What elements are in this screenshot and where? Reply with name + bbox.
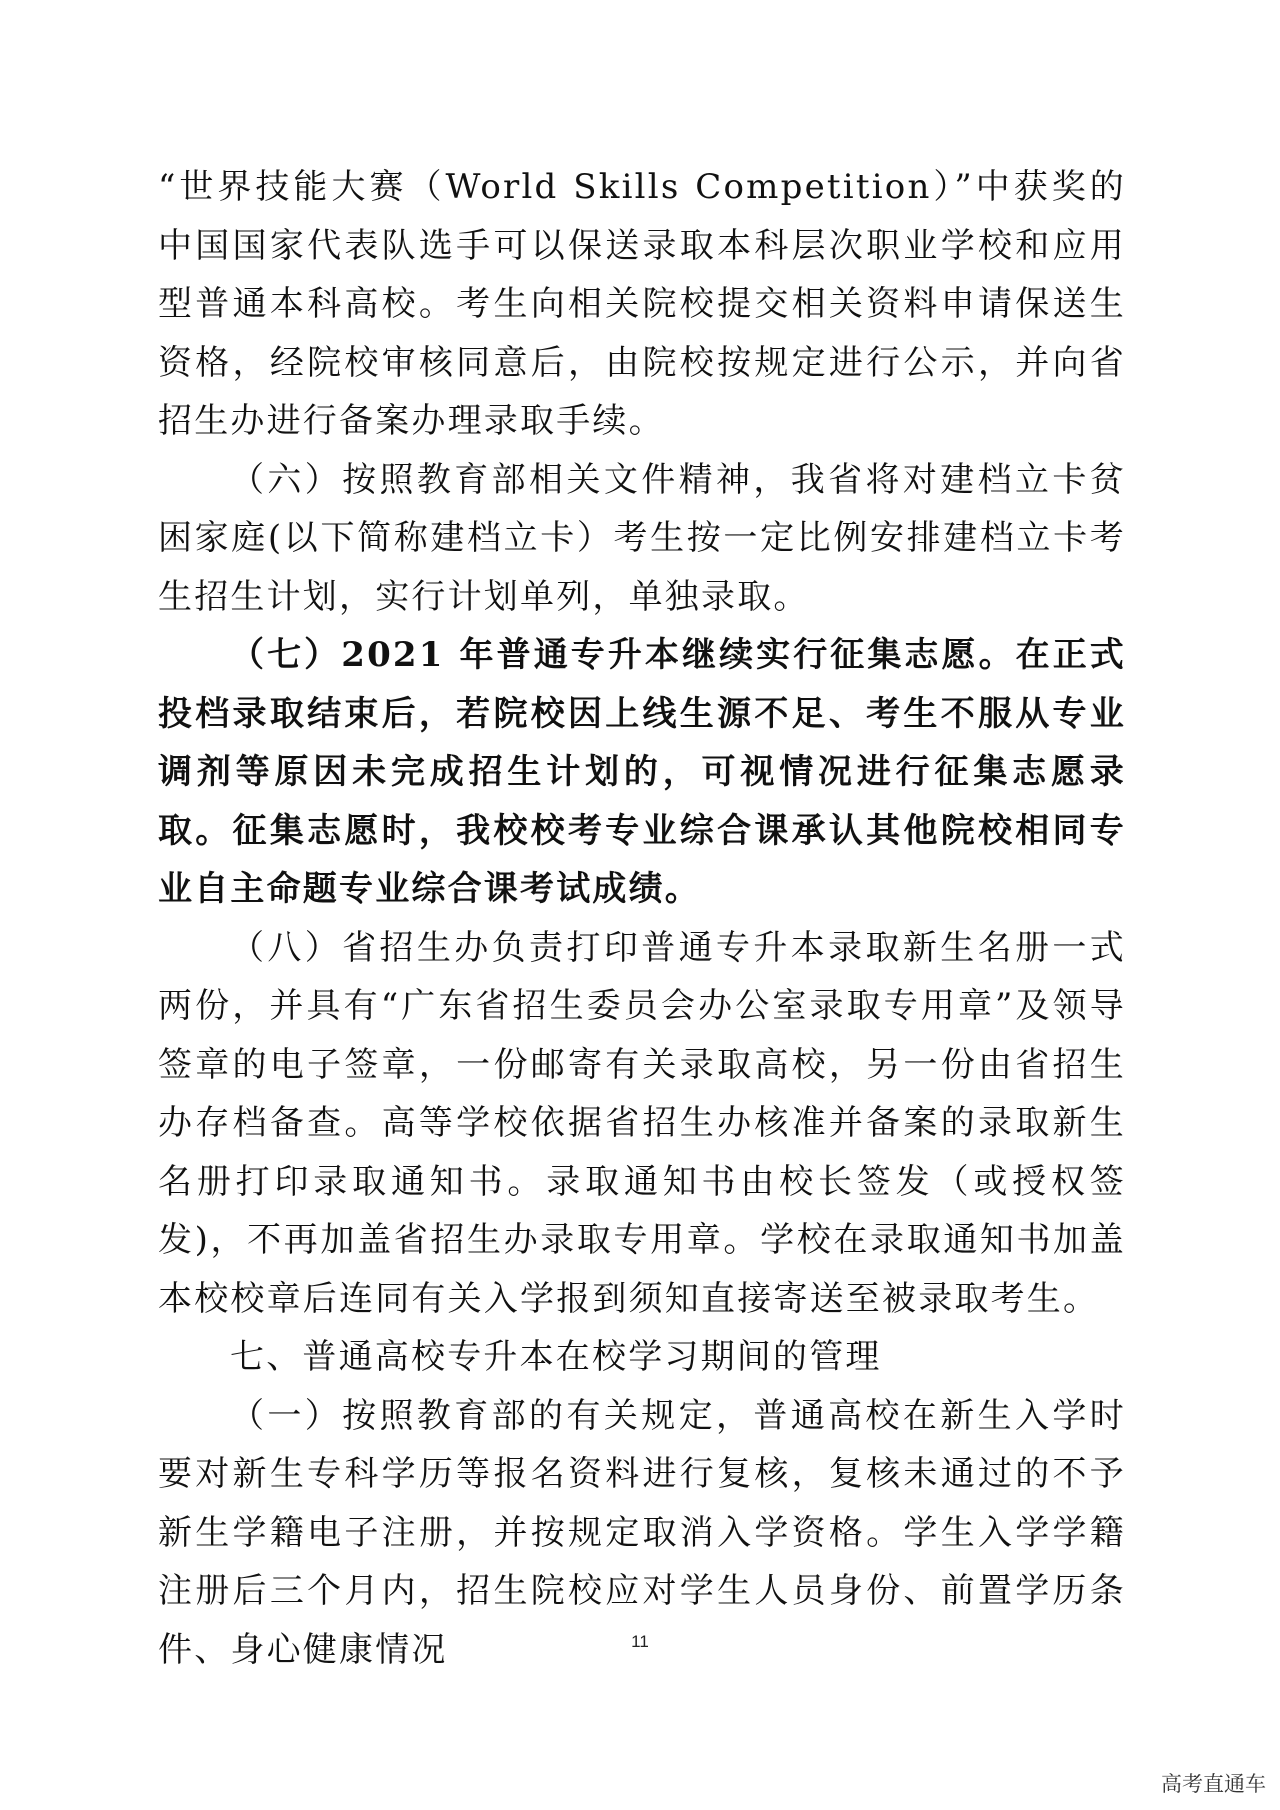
page-number: 11 (631, 1632, 649, 1651)
paragraph-world-skills: “世界技能大赛（World Skills Competition）”中获奖的中国国家代表队选手可以保送录取本科层次职业学校和应用型普通本科高校。考生向相关院校提交相关资料申请保送生资格，经院校审核同意后，由院校按规定进行公示，并向省招生办进行备案办理录取手续。 (158, 167, 1126, 441)
paragraph-item-six: （六）按照教育部相关文件精神，我省将对建档立卡贫困家庭(以下简称建档立卡）考生按一定比例安排建档立卡考生招生计划，实行计划单列，单独录取。 (158, 459, 1126, 617)
document-body (158, 158, 1126, 1679)
watermark-text: 高考直通车 (1161, 1772, 1266, 1796)
paragraph-item-seven: （七）2021 年普通专升本继续实行征集志愿。在正式投档录取结束后，若院校因上线生源不足、考生不服从专业调剂等原因未完成招生计划的，可视情况进行征集志愿录取。征集志愿时，我校校考专业综合课承认其他院校相同专业自主命题专业综合课考试成绩。 (158, 635, 1126, 909)
paragraph-item-eight: （八）省招生办负责打印普通专升本录取新生名册一式两份，并具有“广东省招生委员会办公室录取专用章”及领导签章的电子签章，一份邮寄有关录取高校，另一份由省招生办存档备查。高等学校依据省招生办核准并备案的录取新生名册打印录取通知书。录取通知书由校长签发（或授权签发)，不再加盖省招生办录取专用章。学校在录取通知书加盖本校校章后连同有关入学报到须知直接寄送至被录取考生。 (158, 927, 1126, 1319)
paragraph-item-one: （一）按照教育部的有关规定，普通高校在新生入学时要对新生专科学历等报名资料进行复核，复核未通过的不予新生学籍电子注册，并按规定取消入学资格。学生入学学籍注册后三个月内，招生院校应对学生人员身份、前置学历条件、身心健康情况 (158, 1395, 1126, 1670)
section-heading-seven: 七、普通高校专升本在校学习期间的管理 (230, 1337, 882, 1377)
